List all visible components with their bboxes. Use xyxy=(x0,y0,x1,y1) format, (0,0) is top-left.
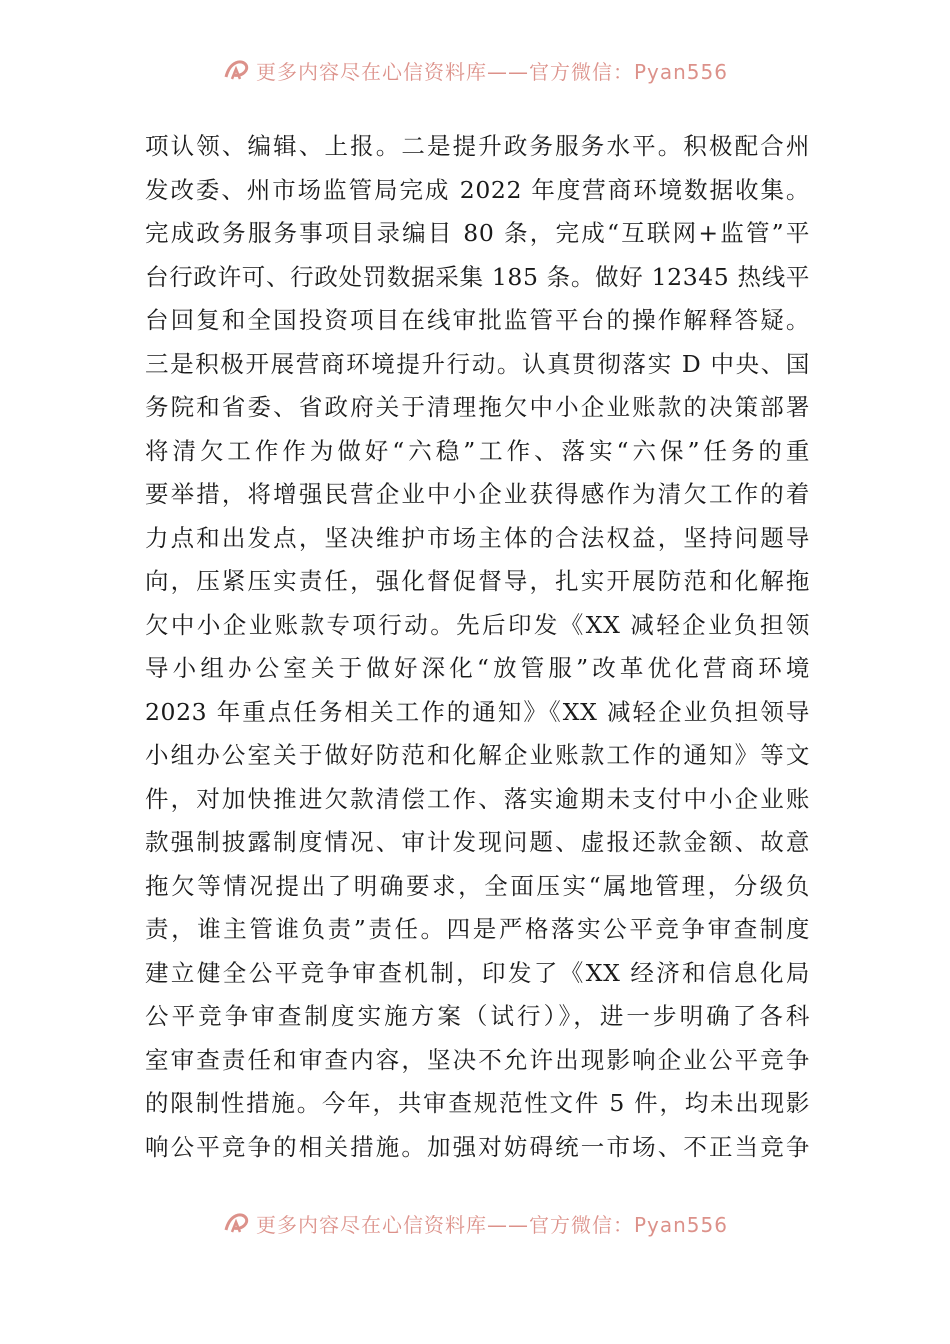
watermark-text: 更多内容尽在心信资料库——官方微信：Pyan556 xyxy=(255,1212,728,1237)
body-line: 件，对加快推进欠款清偿工作、落实逾期未支付中小企业账 xyxy=(145,784,810,813)
body-line: 建立健全公平竞争审查机制，印发了《XX 经济和信息化局 xyxy=(145,958,810,987)
watermark-text: 更多内容尽在心信资料库——官方微信：Pyan556 xyxy=(255,59,728,84)
body-line: 响公平竞争的相关措施。加强对妨碍统一市场、不正当竞争 xyxy=(145,1132,810,1161)
footer-watermark xyxy=(0,1206,950,1240)
body-line: 责，谁主管谁负责”责任。四是严格落实公平竞争审查制度 xyxy=(145,915,810,943)
body-line: 台行政许可、行政处罚数据采集 185 条。做好 12345 热线平 xyxy=(145,262,810,291)
body-line: 拖欠等情况提出了明确要求，全面压实“属地管理，分级负 xyxy=(145,871,810,900)
body-line: 室审查责任和审查内容，坚决不允许出现影响企业公平竞争 xyxy=(145,1045,810,1074)
body-line: 导小组办公室关于做好深化“放管服”改革优化营商环境 xyxy=(145,654,810,682)
body-line: 三是积极开展营商环境提升行动。认真贯彻落实 D 中央、国 xyxy=(145,349,810,378)
body-line: 将清欠工作作为做好“六稳”工作、落实“六保”任务的重 xyxy=(145,436,810,465)
watermark-logo-icon xyxy=(222,57,250,83)
document-body xyxy=(145,125,810,1169)
body-line: 要举措，将增强民营企业中小企业获得感作为清欠工作的着 xyxy=(145,480,810,508)
watermark-logo-icon xyxy=(222,1210,250,1236)
body-line: 力点和出发点，坚决维护市场主体的合法权益，坚持问题导 xyxy=(145,523,810,552)
body-line: 2023 年重点任务相关工作的通知》《XX 减轻企业负担领导 xyxy=(145,697,810,726)
body-line: 的限制性措施。今年，共审查规范性文件 5 件，均未出现影 xyxy=(145,1089,810,1117)
body-line: 项认领、编辑、上报。二是提升政务服务水平。积极配合州 xyxy=(145,132,810,160)
body-line: 公平竞争审查制度实施方案（试行）》，进一步明确了各科 xyxy=(145,1002,810,1030)
body-line: 小组办公室关于做好防范和化解企业账款工作的通知》等文 xyxy=(145,741,810,769)
body-line: 向，压紧压实责任，强化督促督导，扎实开展防范和化解拖 xyxy=(145,567,810,595)
body-line: 欠中小企业账款专项行动。先后印发《XX 减轻企业负担领 xyxy=(145,610,810,639)
header-watermark xyxy=(0,53,950,87)
body-line: 发改委、州市场监管局完成 2022 年度营商环境数据收集。 xyxy=(145,175,810,204)
body-line: 完成政务服务事项目录编目 80 条，完成“互联网+监管”平 xyxy=(145,219,810,247)
body-line: 款强制披露制度情况、审计发现问题、虚报还款金额、故意 xyxy=(145,828,810,856)
body-line: 台回复和全国投资项目在线审批监管平台的操作解释答疑。 xyxy=(145,306,810,334)
body-line: 务院和省委、省政府关于清理拖欠中小企业账款的决策部署 xyxy=(145,393,810,421)
